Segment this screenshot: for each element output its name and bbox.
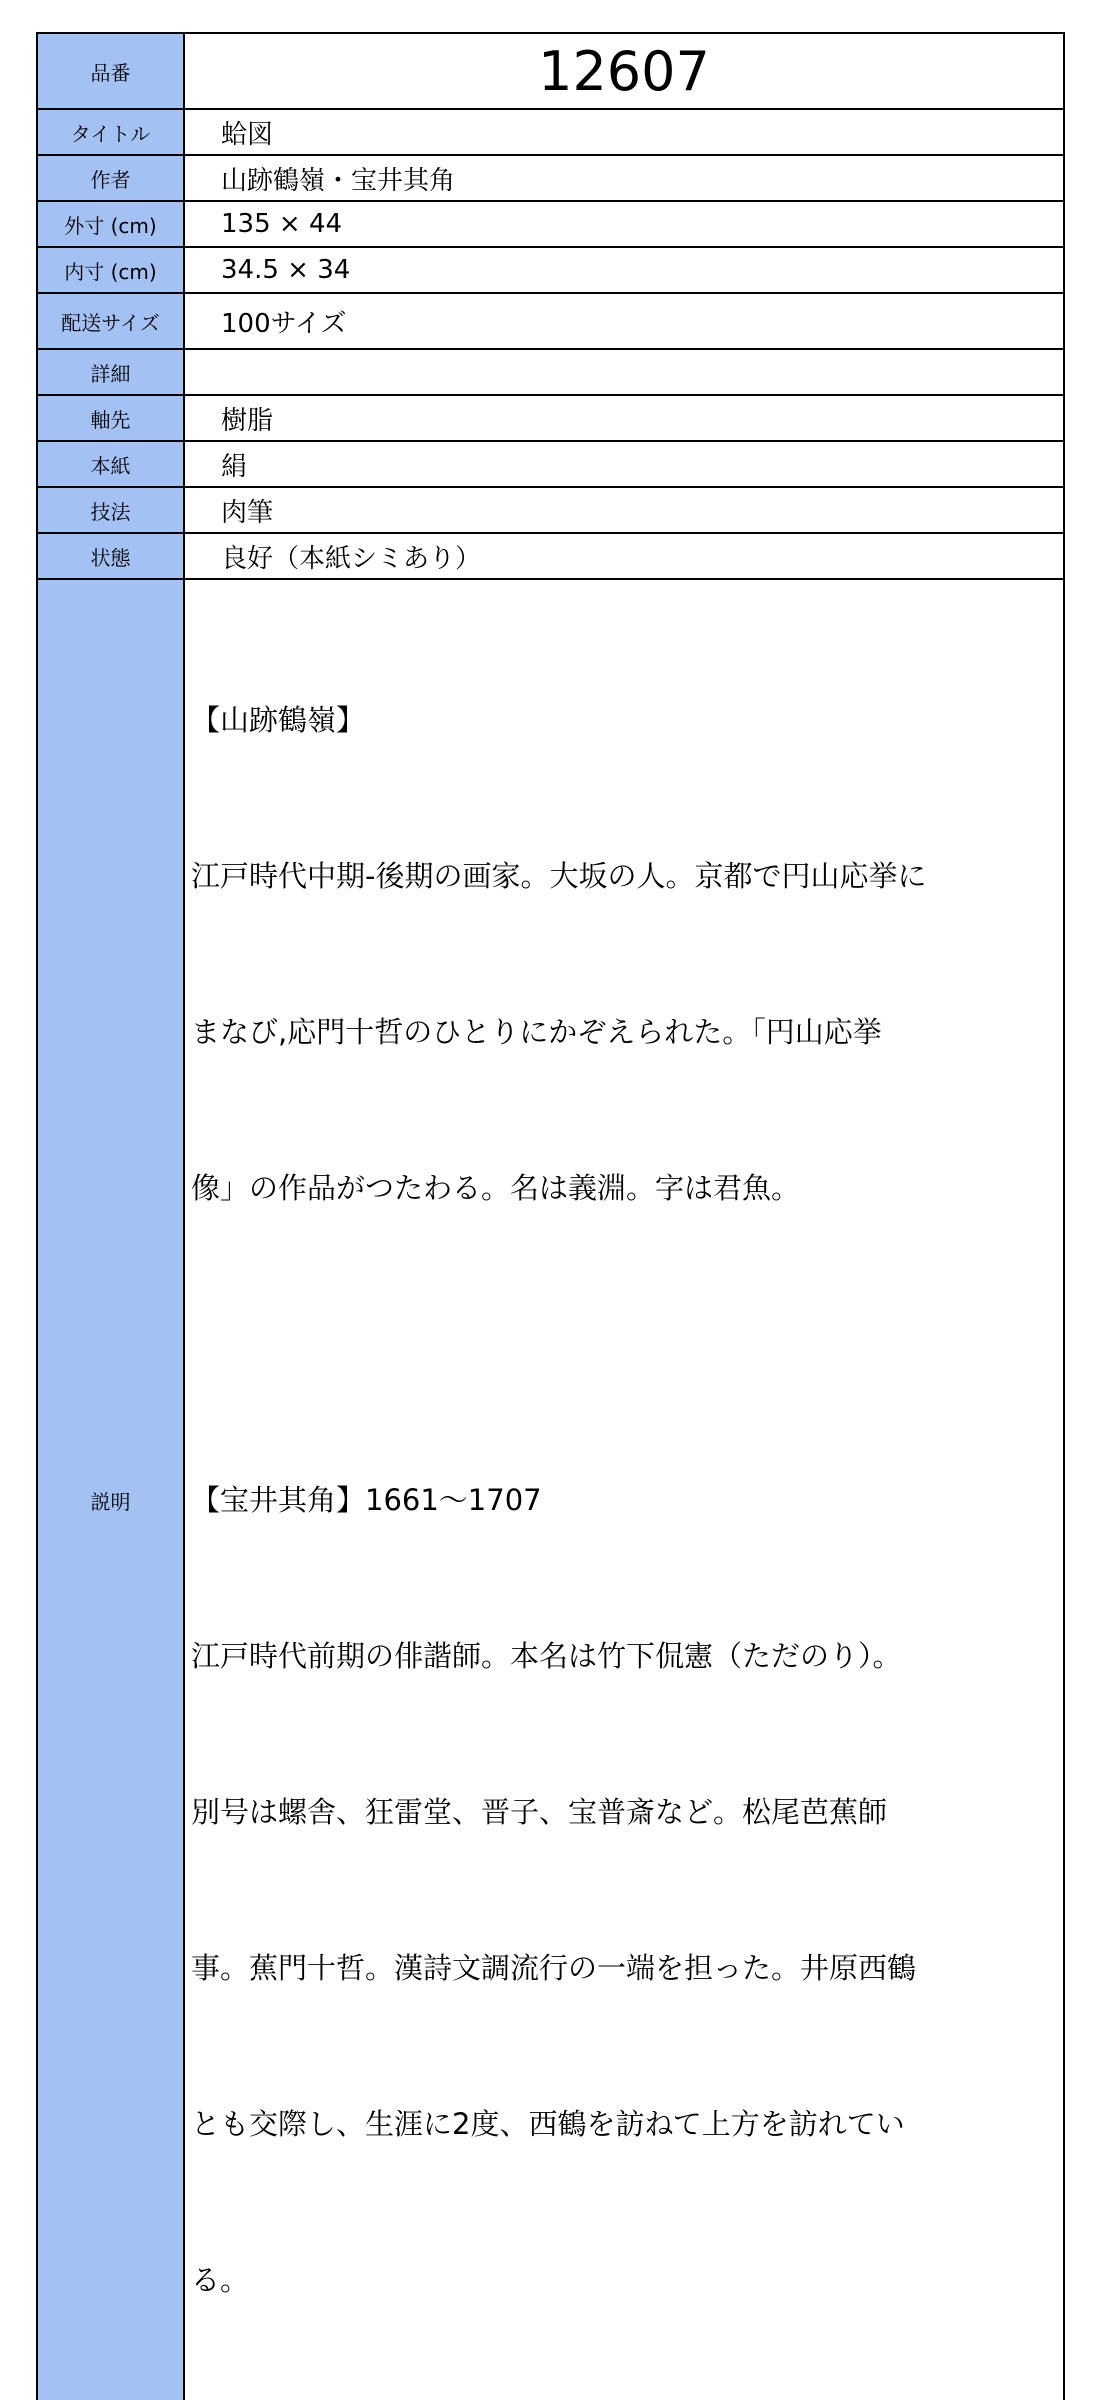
value-base-material: 絹 xyxy=(184,441,1064,487)
section-line: 別号は螺舎、狂雷堂、晋子、宝普斎など。松尾芭蕉師 xyxy=(191,1795,888,1829)
value-item-number: 12607 xyxy=(184,33,1064,109)
row-description xyxy=(37,579,1064,2400)
row-shipping-size xyxy=(37,293,1064,349)
product-spec-table xyxy=(36,32,1065,2400)
row-outer-size xyxy=(37,201,1064,247)
section-line: 像」の作品がつたわる。名は義淵。字は君魚。 xyxy=(191,1171,801,1205)
label-title: タイトル xyxy=(37,109,184,155)
section-line: まなび,応門十哲のひとりにかぞえられた。「円山応挙 xyxy=(191,1015,882,1049)
label-item-number: 品番 xyxy=(37,33,184,109)
value-condition: 良好（本紙シミあり） xyxy=(184,533,1064,579)
section-line: る。 xyxy=(191,2263,250,2297)
description-section-1 xyxy=(191,590,1033,1318)
label-inner-size: 内寸 (cm) xyxy=(37,247,184,293)
label-shipping-size: 配送サイズ xyxy=(37,293,184,349)
label-base-material: 本紙 xyxy=(37,441,184,487)
value-inner-size: 34.5 × 34 xyxy=(184,247,1064,293)
row-item-number xyxy=(37,33,1064,109)
row-roller-ends xyxy=(37,395,1064,441)
value-description xyxy=(184,579,1064,2400)
label-condition: 状態 xyxy=(37,533,184,579)
label-description: 説明 xyxy=(37,579,184,2400)
section-heading: 【山跡鶴嶺】 xyxy=(191,703,366,737)
value-technique: 肉筆 xyxy=(184,487,1064,533)
row-inner-size xyxy=(37,247,1064,293)
label-roller-ends: 軸先 xyxy=(37,395,184,441)
section-line: 江戸時代前期の俳諧師。本名は竹下侃憲（ただのり）。 xyxy=(191,1639,902,1673)
section-spacer xyxy=(191,1318,1033,1370)
label-technique: 技法 xyxy=(37,487,184,533)
description-section-2 xyxy=(191,1370,1033,2400)
section-line: 事。蕉門十哲。漢詩文調流行の一端を担った。井原西鶴 xyxy=(191,1951,917,1985)
value-author: 山跡鶴嶺・宝井其角 xyxy=(184,155,1064,201)
row-technique xyxy=(37,487,1064,533)
value-shipping-size: 100サイズ xyxy=(184,293,1064,349)
row-author xyxy=(37,155,1064,201)
label-details: 詳細 xyxy=(37,349,184,395)
value-outer-size: 135 × 44 xyxy=(184,201,1064,247)
label-outer-size: 外寸 (cm) xyxy=(37,201,184,247)
label-author: 作者 xyxy=(37,155,184,201)
section-line: とも交際し、生涯に2度、西鶴を訪ねて上方を訪れてい xyxy=(191,2107,905,2141)
row-base-material xyxy=(37,441,1064,487)
section-heading: 【宝井其角】1661〜1707 xyxy=(191,1483,542,1517)
section-line: 江戸時代中期-後期の画家。大坂の人。京都で円山応挙に xyxy=(191,859,927,893)
row-condition xyxy=(37,533,1064,579)
value-title: 蛤図 xyxy=(184,109,1064,155)
row-details xyxy=(37,349,1064,395)
value-roller-ends: 樹脂 xyxy=(184,395,1064,441)
value-details xyxy=(184,349,1064,395)
row-title xyxy=(37,109,1064,155)
